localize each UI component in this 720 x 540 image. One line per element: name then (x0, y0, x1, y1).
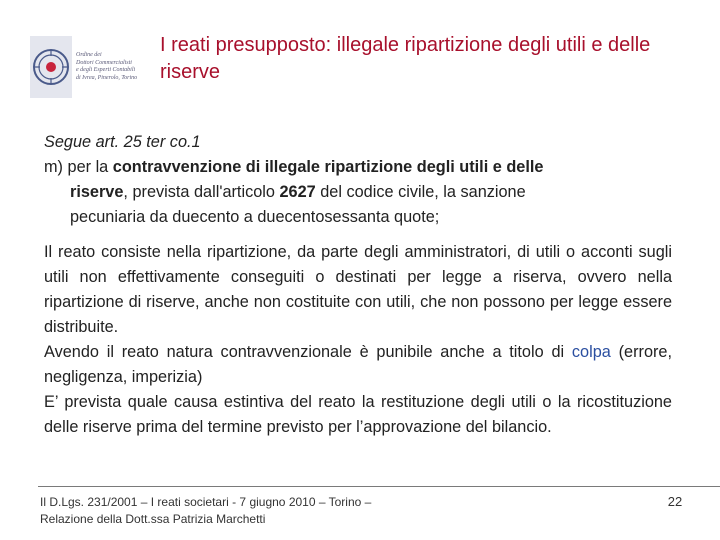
logo-line: Ordine dei (76, 52, 102, 58)
footer-divider (38, 486, 720, 487)
logo-text (76, 52, 137, 82)
slide-content (44, 130, 672, 440)
item-continuation (44, 180, 672, 230)
paragraph-extinction: E’ prevista quale causa estintiva del reato la restituzione degli utili o la ricostituzione delle riserve prima del termine previsto per l’approvazione del bilancio. (44, 393, 672, 436)
para2-pre: Avendo il reato natura contravvenzionale è punibile anche a titolo di (44, 343, 572, 361)
logo-line: di Ivrea, Pinerolo, Torino (76, 74, 138, 81)
logo-line: e degli Esperti Contabili (76, 67, 136, 73)
logo-line: Dottori Commercialisti (76, 59, 132, 66)
item-article: 2627 (279, 183, 316, 201)
para2-highlight: colpa (571, 343, 611, 361)
page-number: 22 (667, 494, 683, 509)
paragraph-description: Il reato consiste nella ripartizione, da parte degli amministratori, di utili o acconti sugli utili non effettivamente conseguiti o destinati per legge a riserva, ovvero nella ripartizione di riserve, anche non costituite con utili, che non possono per legge essere distribuite. (44, 243, 672, 336)
list-item-m (44, 155, 672, 230)
item-offense-bold: contravvenzione di illegale ripartizione degli utili e delle (112, 158, 544, 176)
paragraph-culpability (44, 340, 672, 390)
item-line3: pecuniaria da duecento a duecentosessanta quote; (70, 208, 440, 226)
para2-post: (errore, negligenza, imperizia) (44, 343, 672, 386)
logo-emblem-icon (30, 36, 72, 98)
item-mid: , prevista dall'articolo (123, 183, 280, 201)
footer-text (40, 494, 470, 528)
footer-line-2: Relazione della Dott.ssa Patrizia Marchetti (40, 512, 266, 526)
slide-title: I reati presupposto: illegale ripartizione degli utili e delle riserve (160, 34, 651, 83)
item-rest: del codice civile, la sanzione (315, 183, 526, 201)
intro-line: Segue art. 25 ter co.1 (44, 133, 201, 151)
item-offense-bold-2: riserve (70, 183, 124, 201)
organization-logo (30, 26, 148, 108)
item-prefix: m) per la (44, 158, 113, 176)
footer-line-1: Il D.Lgs. 231/2001 – I reati societari - 7 giugno 2010 – Torino – (40, 495, 372, 509)
